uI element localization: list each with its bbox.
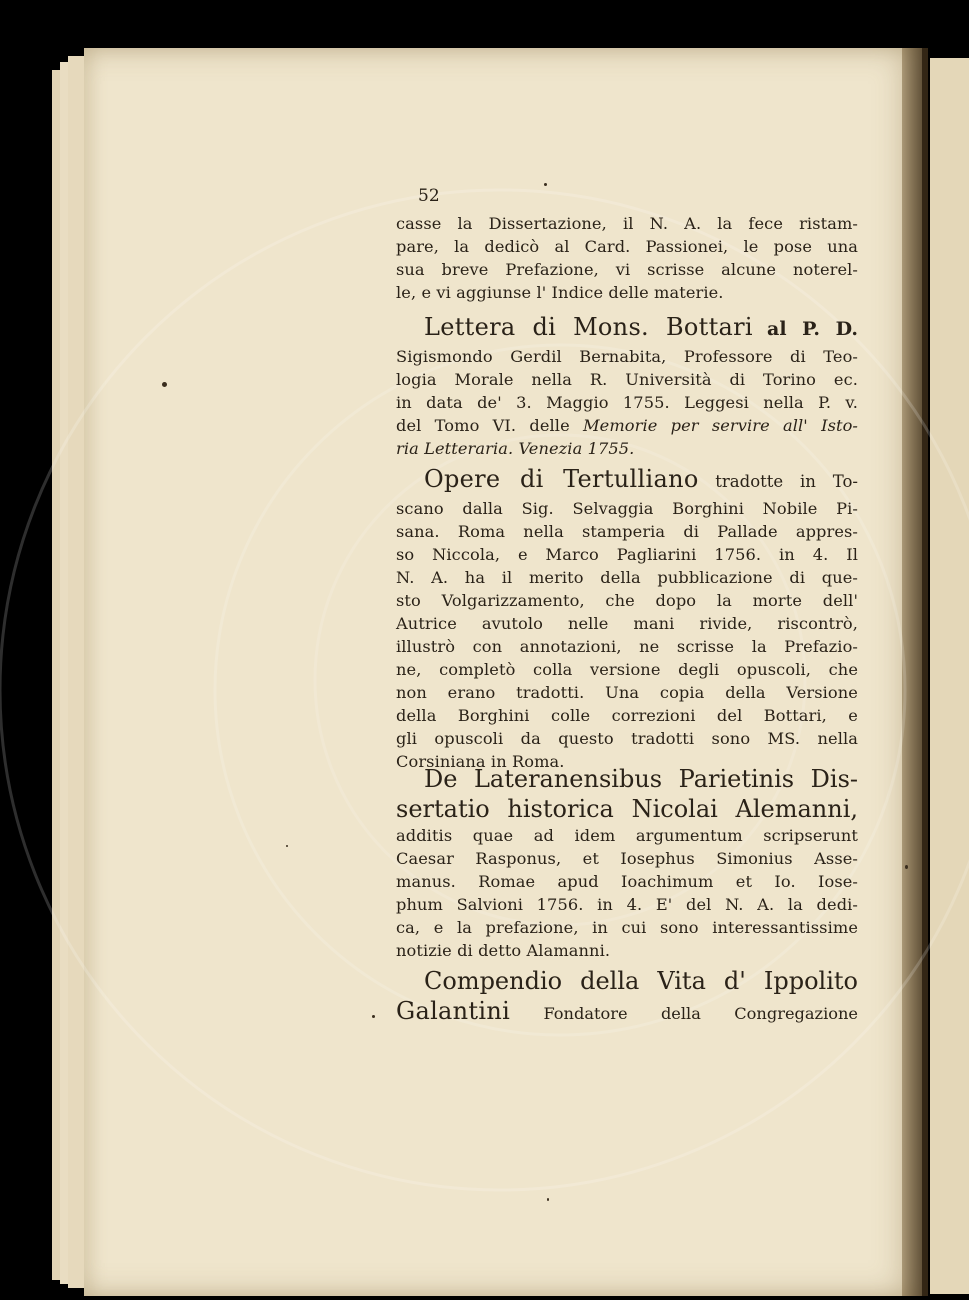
entry-heading-line	[396, 464, 858, 497]
entry-title: Opere di Tertulliano	[424, 465, 699, 493]
text-line: Corsiniana in Roma.	[396, 752, 565, 771]
foxing-spot	[544, 183, 547, 186]
paragraph-continuation	[396, 212, 858, 304]
text-line: additis quae ad idem argumentum scripserunt	[396, 826, 858, 845]
entry-bottari-letter	[396, 312, 858, 460]
foxing-spot	[162, 382, 167, 387]
text-line: della Borghini colle correzioni del Bottari, e	[396, 706, 858, 725]
entry-heading-line	[396, 312, 858, 345]
entry-title: De Lateranensibus Parietinis Dis-	[424, 765, 858, 793]
text-line: scano dalla Sig. Selvaggia Borghini Nobile Pi-	[396, 499, 858, 518]
text-line: casse la Dissertazione, il N. A. la fece ristam-	[396, 214, 858, 233]
text-line: phum Salvioni 1756. in 4. E' del N. A. la dedi-	[396, 895, 858, 914]
text-line	[396, 414, 858, 437]
text-line: sana. Roma nella stamperia di Pallade appres-	[396, 522, 858, 541]
text-line: N. A. ha il merito della pubblicazione di que-	[396, 568, 858, 587]
text-line: ca, e la prefazione, in cui sono interessantissime	[396, 918, 858, 937]
book-gutter	[902, 48, 928, 1296]
text-line: non erano tradotti. Una copia della Versione	[396, 683, 858, 702]
text-line: Caesar Rasponus, et Iosephus Simonius Asse-	[396, 849, 858, 868]
text-line: ne, completò colla versione degli opuscoli, che	[396, 660, 858, 679]
entry-title-tail: tradotte in To-	[715, 472, 858, 491]
entry-tertulliano	[396, 464, 858, 773]
entry-heading-line	[396, 996, 858, 1029]
text-line: sua breve Prefazione, vi scrisse alcune noterel-	[396, 260, 858, 279]
text-line: in data de' 3. Maggio 1755. Leggesi nella P. v.	[396, 393, 858, 412]
facing-page-edge	[930, 58, 969, 1294]
entry-title: Compendio della Vita d' Ippolito	[424, 967, 858, 995]
text-segment: del Tomo VI. delle	[396, 416, 570, 435]
text-line: Autrice avutolo nelle mani rivide, riscontrò,	[396, 614, 858, 633]
journal-title-italic: Memorie per servire all' Isto-	[582, 416, 858, 435]
foxing-spot	[547, 1198, 549, 1201]
foxing-spot	[372, 1015, 375, 1018]
page-number: 52	[418, 186, 440, 206]
text-line: pare, la dedicò al Card. Passionei, le pose una	[396, 237, 858, 256]
entry-title: Lettera di Mons. Bottari	[424, 313, 753, 341]
text-line: le, e vi aggiunse l' Indice delle materie.	[396, 283, 724, 302]
text-line: notizie di detto Alamanni.	[396, 941, 611, 960]
text-line: ria Letteraria. Venezia 1755.	[396, 439, 635, 458]
entry-title: sertatio historica Nicolai Alemanni,	[396, 795, 858, 823]
text-line: Sigismondo Gerdil Bernabita, Professore di Teo-	[396, 347, 858, 366]
foxing-spot	[905, 865, 908, 869]
foxing-spot	[286, 845, 288, 847]
entry-galantini	[396, 966, 858, 1029]
text-line: gli opuscoli da questo tradotti sono MS. nella	[396, 729, 858, 748]
text-line: illustrò con annotazioni, ne scrisse la Prefazio-	[396, 637, 858, 656]
text-line: manus. Romae apud Ioachimum et Io. Iose-	[396, 872, 858, 891]
entry-title: Galantini	[396, 997, 511, 1025]
entry-lateranensibus	[396, 764, 858, 962]
text-line: sto Volgarizzamento, che dopo la morte dell'	[396, 591, 858, 610]
text-line: so Niccola, e Marco Pagliarini 1756. in 4. Il	[396, 545, 858, 564]
text-segment: Fondatore della Congregazione	[543, 1004, 859, 1023]
entry-title-tail: al P. D.	[767, 318, 858, 340]
text-line: logia Morale nella R. Università di Torino ec.	[396, 370, 858, 389]
